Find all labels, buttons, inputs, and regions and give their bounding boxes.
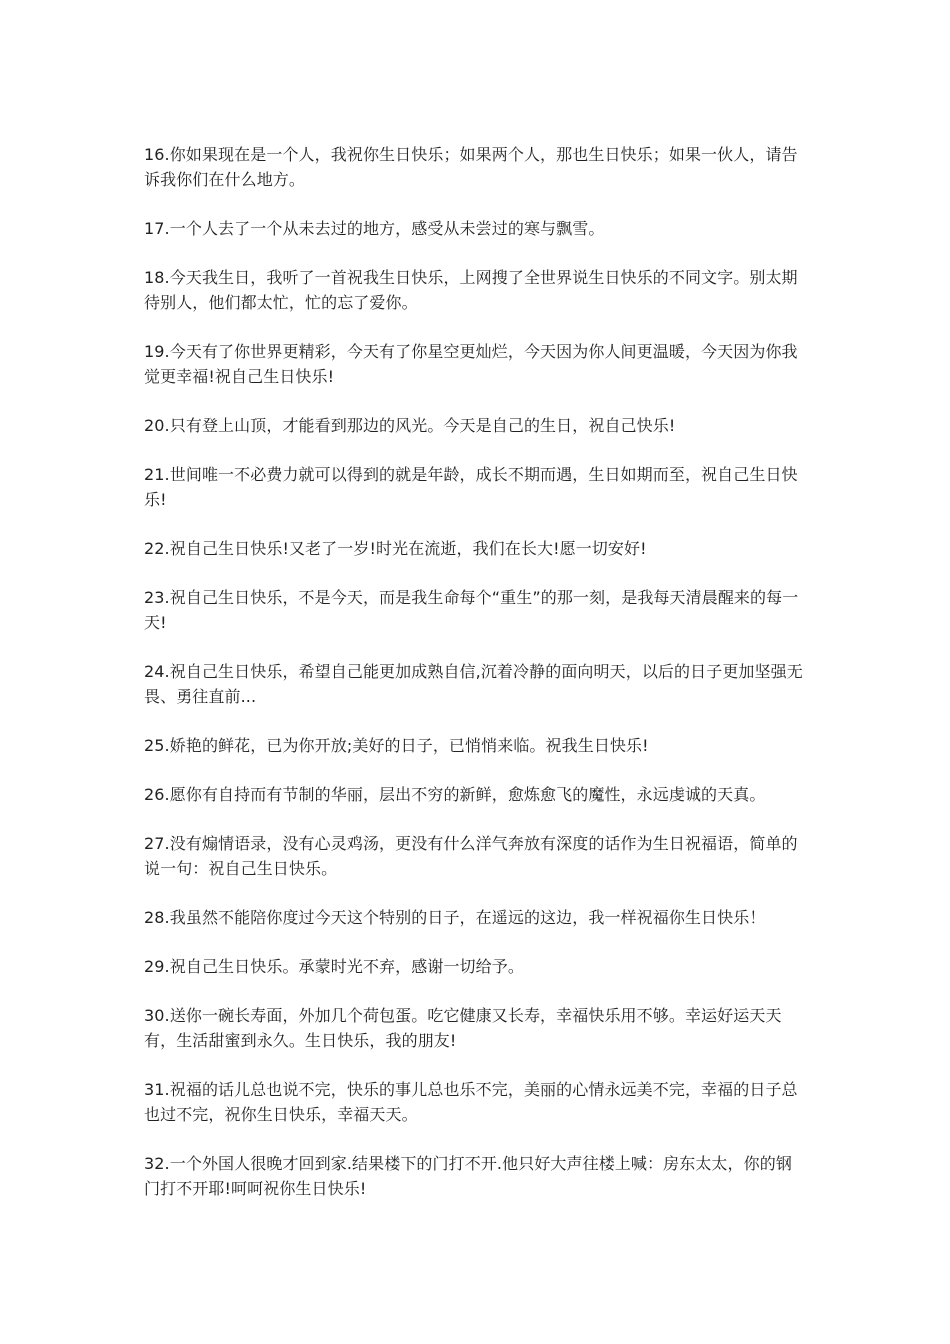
paragraph-31: 31.祝福的话儿总也说不完，快乐的事儿总也乐不完，美丽的心情永远美不完，幸福的日子总也过不完，祝你生日快乐，幸福天天。 [144, 1080, 798, 1124]
paragraph-32: 32.一个外国人很晚才回到家.结果楼下的门打不开.他只好大声往楼上喊：房东太太，你的钢门打不开耶!呵呵祝你生日快乐! [144, 1154, 792, 1198]
paragraph-30: 30.送你一碗长寿面，外加几个荷包蛋。吃它健康又长寿，幸福快乐用不够。幸运好运天天有，生活甜蜜到永久。生日快乐，我的朋友! [144, 1006, 782, 1050]
paragraph-17: 17.一个人去了一个从未去过的地方，感受从未尝过的寒与飘雪。 [144, 219, 605, 238]
paragraph-29: 29.祝自己生日快乐。承蒙时光不弃，感谢一切给予。 [144, 957, 524, 976]
paragraph-25: 25.娇艳的鲜花，已为你开放;美好的日子，已悄悄来临。祝我生日快乐! [144, 736, 649, 755]
document-body [144, 142, 808, 1225]
paragraph-21: 21.世间唯一不必费力就可以得到的就是年龄，成长不期而遇，生日如期而至，祝自己生日快乐! [144, 465, 798, 509]
paragraph-28: 28.我虽然不能陪你度过今天这个特别的日子，在遥远的这边，我一样祝福你生日快乐！ [144, 908, 766, 927]
paragraph-22: 22.祝自己生日快乐!又老了一岁!时光在流逝，我们在长大!愿一切安好! [144, 539, 647, 558]
paragraph-18: 18.今天我生日，我听了一首祝我生日快乐，上网搜了全世界说生日快乐的不同文字。别太期待别人，他们都太忙，忙的忘了爱你。 [144, 268, 798, 312]
paragraph-23: 23.祝自己生日快乐，不是今天，而是我生命每个“重生”的那一刻，是我每天清晨醒来的每一天! [144, 588, 799, 632]
paragraph-19: 19.今天有了你世界更精彩，今天有了你星空更灿烂，今天因为你人间更温暖，今天因为你我觉更幸福!祝自己生日快乐! [144, 342, 798, 386]
paragraph-16: 16.你如果现在是一个人，我祝你生日快乐；如果两个人，那也生日快乐；如果一伙人，请告诉我你们在什么地方。 [144, 145, 798, 189]
paragraph-26: 26.愿你有自持而有节制的华丽，层出不穷的新鲜，愈炼愈飞的魔性，永远虔诚的天真。 [144, 785, 766, 804]
paragraph-24: 24.祝自己生日快乐，希望自己能更加成熟自信,沉着冷静的面向明天，以后的日子更加坚强无畏、勇往直前... [144, 662, 803, 706]
paragraph-20: 20.只有登上山顶，才能看到那边的风光。今天是自己的生日，祝自己快乐! [144, 416, 676, 435]
paragraph-27: 27.没有煽情语录，没有心灵鸡汤，更没有什么洋气奔放有深度的话作为生日祝福语，简单的说一句：祝自己生日快乐。 [144, 834, 798, 878]
